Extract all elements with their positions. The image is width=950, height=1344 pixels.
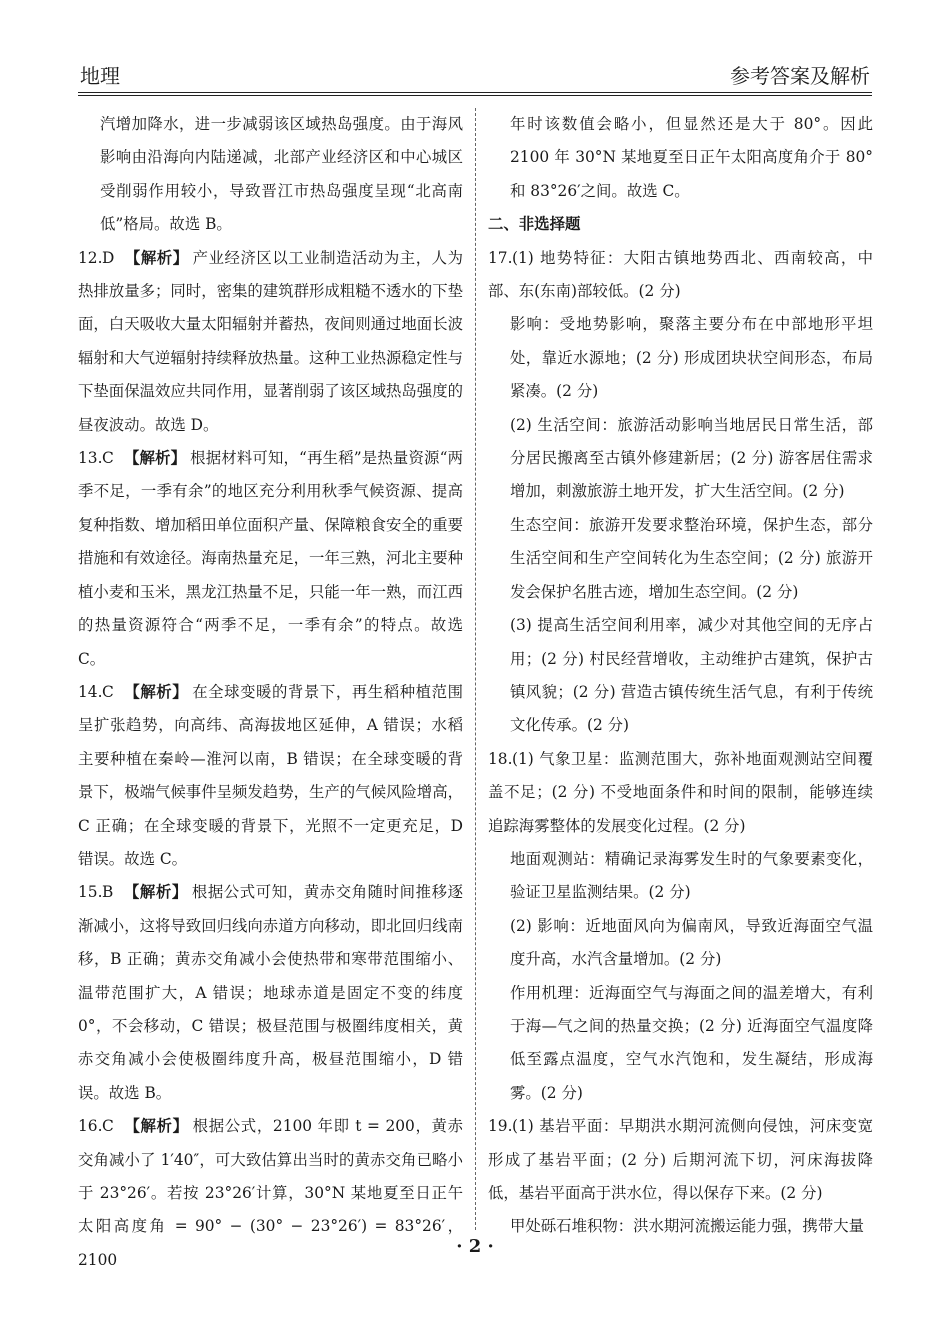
question-number: 14.: [78, 682, 103, 701]
answer-13: [78, 442, 463, 676]
answer-part: (1) 基岩平面：早期洪水期河流侧向侵蚀，河床变宽形成了基岩平面；(2 分) 后期河流下切，河床海拔降低，基岩平面高于洪水位，得以保存下来。(2 分): [488, 1117, 873, 1202]
answer-19: [488, 1110, 873, 1244]
question-number: 13.: [78, 449, 103, 468]
answer-text: 根据公式，2100 年即 t = 200，黄赤交角减小了 1′40″，可大致估算出当时的黄赤交角已略小于 23°26′。若按 23°26′计算，30°N 某地夏至日正午太阳高度角 = 90° − (30° − 23°26′) = 83°26′，2100: [78, 1117, 463, 1269]
answer-part: 作用机理：近海面空气与海面之间的温差增大，有利于海—气之间的热量交换；(2 分) 近海面空气温度降低至露点温度，空气水汽饱和，发生凝结，形成海雾。(2 分): [510, 983, 873, 1102]
section-heading: 二、非选择题: [488, 215, 581, 234]
analysis-tag: 【解析】: [123, 682, 189, 701]
q16-continuation: 年时该数值会略小，但显然还是大于 80°。因此 2100 年 30°N 某地夏至日正午太阳高度角介于 80°和 83°26′之间。故选 C。: [510, 115, 873, 200]
answer-17: [488, 242, 873, 743]
answer-part: 甲处砾石堆积物：洪水期河流搬运能力强，携带大量: [510, 1217, 864, 1236]
answer-part: 地面观测站：精确记录海雾发生时的气象要素变化，验证卫星监测结果。(2 分): [510, 849, 873, 902]
analysis-tag: 【解析】: [123, 1117, 189, 1136]
answer-part: (2) 生活空间：旅游活动影响当地居民日常生活，部分居民搬离至古镇外修建新居；(2 分) 游客居住需求增加，刺激旅游土地开发，扩大生活空间。(2 分): [510, 415, 873, 501]
answer-part: (1) 气象卫星：监测范围大，弥补地面观测站空间覆盖不足；(2 分) 不受地面条件和时间的限制，能够连续追踪海雾整体的发展变化过程。(2 分): [488, 749, 873, 835]
column-divider: [475, 108, 476, 1230]
answer-choice: C: [102, 682, 114, 701]
answer-text: 根据材料可知，“再生稻”是热量资源“两季不足，一季有余”的地区充分利用秋季气候资源、提高复种指数、增加稻田单位面积产量、保障粮食安全的重要措施和有效途径。海南热量充足，一年三熟，河北主要种植小麦和玉米，黑龙江热量不足，只能一年一熟，而江西的热量资源符合“两季不足，一季有余”的特点。故选 C。: [78, 449, 463, 668]
question-number: 19.: [488, 1117, 513, 1136]
answer-choice: B: [102, 883, 114, 902]
right-column: [488, 108, 873, 1244]
question-number: 15.: [78, 883, 103, 902]
answer-15: [78, 876, 463, 1110]
answer-part: 生态空间：旅游开发要求整治环境，保护生态，部分生活空间和生产空间转化为生态空间；(2 分) 旅游开发会保护名胜古迹，增加生态空间。(2 分): [510, 515, 873, 601]
answer-part: 影响：受地势影响，聚落主要分布在中部地形平坦处，靠近水源地；(2 分) 形成团块状空间形态，布局紧凑。(2 分): [510, 315, 873, 401]
answer-12: [78, 242, 463, 442]
answer-text: 产业经济区以工业制造活动为主，人为热排放量多；同时，密集的建筑群形成粗糙不透水的下垫面，白天吸收大量太阳辐射并蓄热，夜间则通过地面长波辐射和大气逆辐射持续释放热量。这种工业热源稳定性与下垫面保温效应共同作用，显著削弱了该区域热岛强度的昼夜波动。故选 D。: [78, 248, 463, 434]
answer-18: [488, 743, 873, 1110]
header-rule-thin: [78, 95, 872, 96]
answer-part: (2) 影响：近地面风向为偏南风，导致近海面空气温度升高，水汽含量增加。(2 分): [510, 916, 873, 969]
question-number: 17.: [488, 248, 513, 267]
answer-part: (3) 提高生活空间利用率，减少对其他空间的无序占用；(2 分) 村民经营增收，主动维护古建筑，保护古镇风貌；(2 分) 营造古镇传统生活气息，有利于传统文化传承。(2 分): [510, 616, 873, 735]
question-number: 16.: [78, 1117, 103, 1136]
analysis-tag: 【解析】: [124, 248, 189, 267]
answer-choice: D: [102, 248, 115, 267]
header-title: 参考答案及解析: [730, 64, 870, 88]
answer-14: [78, 676, 463, 876]
analysis-tag: 【解析】: [123, 449, 187, 468]
answer-choice: C: [102, 449, 114, 468]
answer-part: (1) 地势特征：大阳古镇地势西北、西南较高，中部、东(东南)部较低。(2 分): [488, 248, 873, 301]
question-number: 12.: [78, 248, 103, 267]
answer-text: 根据公式可知，黄赤交角随时间推移逐渐减小，这将导致回归线向赤道方向移动，即北回归线南移，B 正确；黄赤交角减小会使热带和寒带范围缩小、温带范围扩大，A 错误；地球赤道是固定不变的纬度 0°，不会移动，C 错误；极昼范围与极圈纬度相关，黄赤交角减小会使极圈纬度升高，极昼范围缩小，D 错误。故选 B。: [78, 883, 463, 1102]
answer-choice: C: [102, 1117, 114, 1136]
analysis-tag: 【解析】: [123, 883, 188, 902]
subject-label: 地理: [80, 64, 120, 88]
q11-continuation: 汽增加降水，进一步减弱该区域热岛强度。由于海风影响由沿海向内陆递减，北部产业经济区和中心城区受削弱作用较小，导致晋江市热岛强度呈现“北高南低”格局。故选 B。: [100, 115, 463, 234]
answer-text: 在全球变暖的背景下，再生稻种植范围呈扩张趋势，向高纬、高海拔地区延伸，A 错误；水稻主要种植在秦岭—淮河以南，B 错误；在全球变暖的背景下，极端气候事件呈频发趋势，生产的气候风险增高，C 正确；在全球变暖的背景下，光照不一定更充足，D 错误。故选 C。: [78, 682, 463, 868]
page-number: · 2 ·: [456, 1236, 494, 1257]
page-header: [78, 58, 872, 94]
left-column: [78, 108, 463, 1277]
question-number: 18.: [488, 749, 513, 768]
header-rule: [78, 92, 872, 93]
